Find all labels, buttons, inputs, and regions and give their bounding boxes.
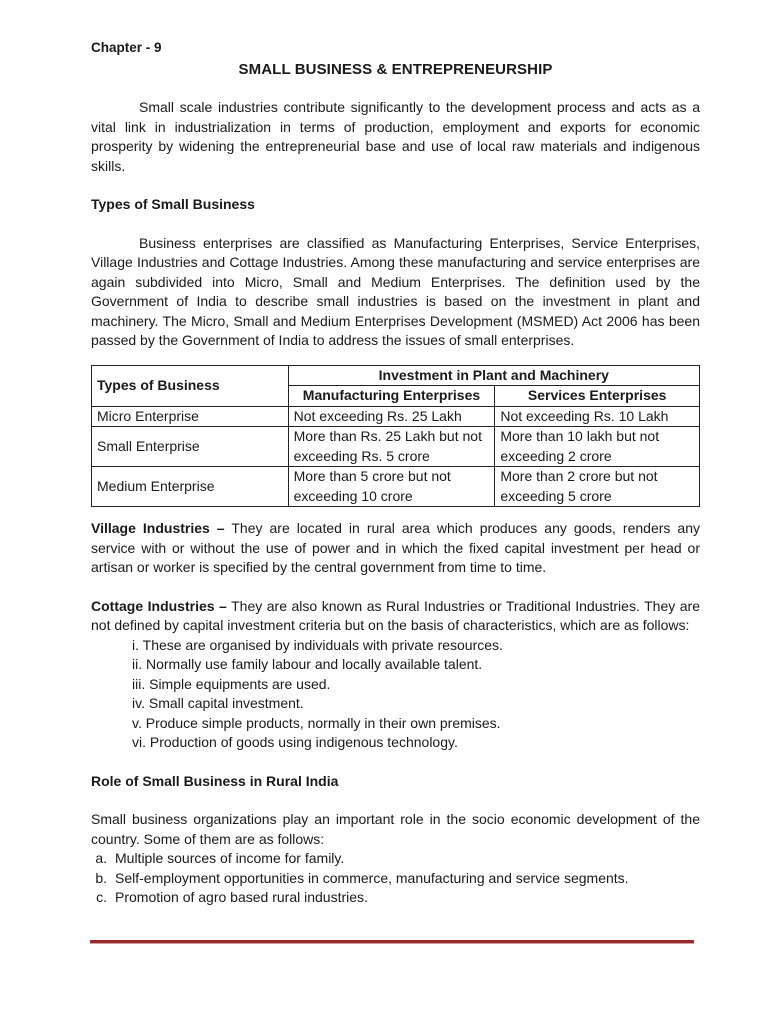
cell-type: Micro Enterprise: [92, 406, 289, 427]
table-header-row: [92, 365, 700, 386]
cell-services: More than 10 lakh but not exceeding 2 crore: [495, 427, 700, 467]
list-item: [91, 849, 700, 869]
cottage-characteristics-list: [91, 636, 700, 753]
types-heading: Types of Small Business: [91, 196, 255, 212]
intro-paragraph: Small scale industries contribute significantly to the development process and acts as a vital link in industrialization in terms of production, employment and exports for economic prosperity by widening the entrepreneurial base and use of local raw materials and indigenous skills.: [91, 99, 700, 174]
role-list: [91, 849, 700, 908]
types-paragraph: Business enterprises are classified as Manufacturing Enterprises, Service Enterprises, Village Industries and Cottage Industries. Among these manufacturing and service enterprises are again subdivided into Micro, Small and Medium Enterprises. The definition used by the Government of India to describe small industries is based on the investment in plant and machinery. The Micro, Small and Medium Enterprises Development (MSMED) Act 2006 has been passed by the Government of India to address the issues of small enterprises.: [91, 234, 700, 348]
list-text: Multiple sources of income for family.: [115, 850, 345, 866]
cell-type: Small Enterprise: [92, 427, 289, 467]
role-paragraph: Small business organizations play an important role in the socio economic development of the country. Some of them are as follows:: [91, 811, 700, 847]
village-industries-paragraph: [91, 519, 700, 578]
list-item: i. These are organised by individuals with private resources.: [132, 636, 503, 653]
cell-manufacturing: More than 5 crore but not exceeding 10 crore: [288, 467, 495, 507]
cell-manufacturing: More than Rs. 25 Lakh but not exceeding Rs. 5 crore: [288, 427, 495, 467]
cottage-industries-label: Cottage Industries –: [91, 597, 227, 614]
list-item: iii. Simple equipments are used.: [132, 675, 331, 692]
cell-type: Medium Enterprise: [92, 467, 289, 507]
cell-services: Not exceeding Rs. 10 Lakh: [495, 406, 700, 427]
list-marker: a.: [95, 850, 107, 866]
list-item: [91, 869, 700, 889]
cell-manufacturing: Not exceeding Rs. 25 Lakh: [288, 406, 495, 427]
chapter-label: Chapter - 9: [91, 40, 162, 55]
cottage-industries-text: They are also known as Rural Industries or Traditional Industries. They are not defined by capital investment criteria but on the basis of characteristics, which are as follows:: [91, 597, 700, 633]
cell-services: More than 2 crore but not exceeding 5 crore: [495, 467, 700, 507]
list-item: iv. Small capital investment.: [132, 695, 304, 711]
list-item: vi. Production of goods using indigenous technology.: [132, 734, 458, 750]
document-page: [91, 40, 700, 908]
village-industries-text: They are located in rural area which produces any goods, renders any service with or without the use of power and in which the fixed capital investment per head or artisan or worker is specified by the central government from time to time.: [91, 520, 700, 575]
table-row: [92, 467, 700, 507]
table-row: [92, 406, 700, 427]
list-text: Promotion of agro based rural industries.: [115, 889, 368, 905]
page-title: SMALL BUSINESS & ENTREPRENEURSHIP: [238, 61, 553, 78]
cottage-industries-paragraph: [91, 597, 700, 636]
list-item: [91, 888, 700, 908]
list-item: ii. Normally use family labour and locally available talent.: [132, 656, 483, 672]
list-marker: c.: [96, 889, 107, 905]
table-row: [92, 427, 700, 467]
footer-divider: [90, 940, 694, 944]
header-investment-group: Investment in Plant and Machinery: [288, 365, 699, 386]
investment-table: [91, 365, 700, 508]
header-manufacturing: Manufacturing Enterprises: [288, 386, 495, 407]
list-marker: b.: [95, 869, 107, 886]
role-heading: Role of Small Business in Rural India: [91, 772, 339, 789]
village-industries-label: Village Industries –: [91, 520, 225, 536]
list-text: Self-employment opportunities in commerce, manufacturing and service segments.: [115, 869, 629, 886]
list-item: v. Produce simple products, normally in their own premises.: [132, 714, 501, 731]
header-types-of-business: Types of Business: [92, 365, 289, 406]
header-services: Services Enterprises: [495, 386, 700, 407]
